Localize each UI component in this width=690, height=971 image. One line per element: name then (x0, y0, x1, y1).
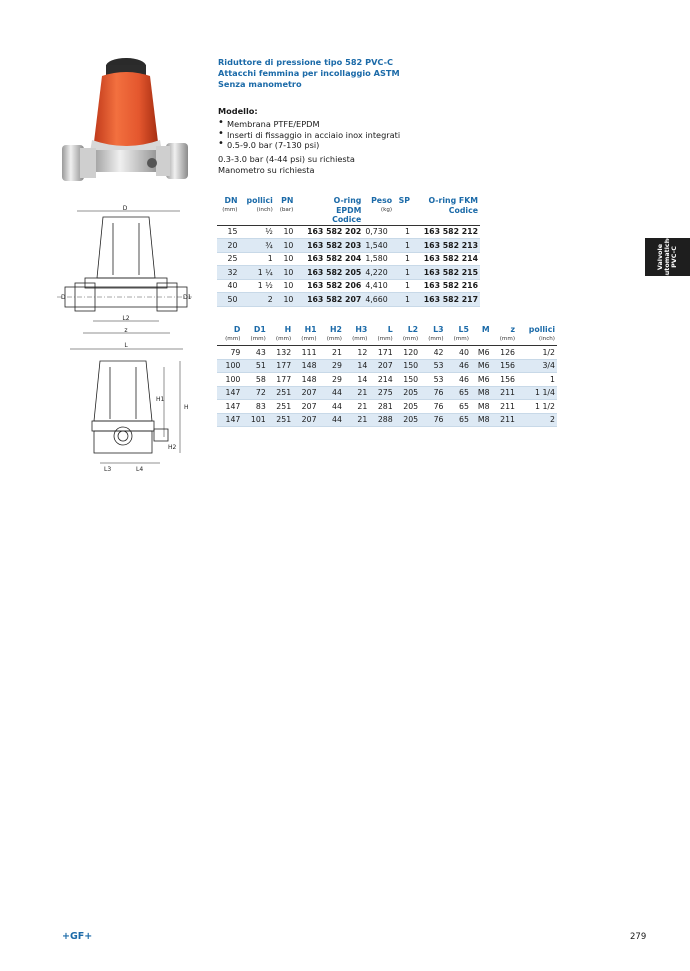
table-cell: 163 582 214 (412, 252, 480, 266)
table-cell: 156 (492, 359, 517, 373)
dim-l3-label: L3 (104, 466, 112, 473)
table-cell: 163 582 212 (412, 225, 480, 239)
table-cell: 51 (242, 359, 267, 373)
heading-line-2: Attacchi femmina per incollaggio ASTM (218, 68, 400, 78)
table-cell: 147 (217, 400, 242, 414)
product-heading (218, 57, 478, 90)
col-unit: (mm) (492, 336, 517, 346)
table-cell: 171 (369, 346, 394, 360)
col-header: H3 (355, 325, 368, 334)
table-cell: 72 (242, 386, 267, 400)
table-cell: 177 (268, 359, 293, 373)
table-cell: 10 (275, 293, 296, 307)
table-cell: 10 (275, 252, 296, 266)
side-tab-line-2: automatiche (662, 234, 671, 280)
table-cell: 53 (420, 373, 445, 387)
table-cell: 211 (492, 413, 517, 427)
col-unit: (mm) (344, 336, 369, 346)
table-cell: 207 (369, 359, 394, 373)
table-cell: 211 (492, 400, 517, 414)
table-cell: 4,660 (363, 293, 394, 307)
table-cell: 1 (394, 252, 412, 266)
col-header-oring-epdm: O-ring EPDM Codice (332, 196, 362, 224)
col-header: L (387, 325, 393, 334)
table-cell: 147 (217, 413, 242, 427)
table-cell: 46 (446, 373, 471, 387)
col-header: M (481, 325, 490, 334)
table-cell: 163 582 216 (412, 279, 480, 293)
table-cell: 163 582 202 (295, 225, 363, 239)
table-cell: 21 (319, 346, 344, 360)
col-header-sp: SP (398, 196, 410, 205)
table-row (217, 346, 557, 360)
table-cell: 3/4 (517, 359, 557, 373)
table-row (217, 239, 480, 253)
table-cell: 21 (344, 413, 369, 427)
table-cell: 1 (517, 373, 557, 387)
table-cell: 0,730 (363, 225, 394, 239)
table-cell: 150 (395, 373, 420, 387)
table-cell: 156 (492, 373, 517, 387)
table-cell: 1 ½ (239, 279, 274, 293)
table-cell: 163 582 203 (295, 239, 363, 253)
heading-line-3: Senza manometro (218, 79, 302, 89)
table-cell: 288 (369, 413, 394, 427)
col-header: H (284, 325, 292, 334)
table-cell: 10 (275, 266, 296, 280)
table-cell: 163 582 215 (412, 266, 480, 280)
table-cell: 111 (293, 346, 318, 360)
dim-z-label: z (124, 327, 128, 334)
front-view-drawing (80, 353, 195, 478)
table-cell: 163 582 204 (295, 252, 363, 266)
section-side-tab (645, 234, 690, 280)
table-cell: 10 (275, 225, 296, 239)
col-unit: (mm) (420, 336, 445, 346)
col-unit: (mm) (217, 336, 242, 346)
dim-l2-label: L2 (122, 315, 130, 322)
table-cell: M8 (471, 386, 492, 400)
table-cell: 1 1/2 (517, 400, 557, 414)
table-cell: 25 (217, 252, 239, 266)
table-cell: 44 (319, 400, 344, 414)
table-cell: 44 (319, 413, 344, 427)
model-bullet: • 0.5-9.0 bar (7-130 psi) (218, 140, 478, 151)
dim-d-label: D (122, 205, 128, 212)
col-header-pn: PN (bar) (279, 196, 294, 213)
table-row (217, 266, 480, 280)
col-unit: (inch) (517, 336, 557, 346)
table-cell: 14 (344, 359, 369, 373)
order-code-table (217, 195, 480, 307)
col-unit: (mm) (319, 336, 344, 346)
model-note: Manometro su richiesta (218, 164, 315, 175)
table-cell: M6 (471, 359, 492, 373)
table-cell: 1,540 (363, 239, 394, 253)
table-cell: 53 (420, 359, 445, 373)
col-unit: (mm) (293, 336, 318, 346)
table-cell: 2 (239, 293, 274, 307)
table-cell: 207 (293, 413, 318, 427)
table-cell: 163 582 206 (295, 279, 363, 293)
col-header: H1 (304, 325, 317, 334)
model-note: 0.3-3.0 bar (4-44 psi) su richiesta (218, 154, 355, 165)
table-cell: 58 (242, 373, 267, 387)
table-cell: 79 (217, 346, 242, 360)
col-header: D1 (253, 325, 266, 334)
model-description (218, 106, 478, 176)
table-cell: 4,220 (363, 266, 394, 280)
col-header-pollici: pollici (inch) (246, 196, 273, 213)
table-cell: 21 (344, 400, 369, 414)
col-header: D (233, 325, 241, 334)
col-header-dn: DN (mm) (222, 196, 238, 213)
table-cell: 1 (394, 293, 412, 307)
dimensions-table (217, 325, 557, 427)
table-cell: 1 1/4 (517, 386, 557, 400)
page-number: 279 (630, 932, 647, 942)
table-cell: 281 (369, 400, 394, 414)
table-cell: 40 (446, 346, 471, 360)
dim-l-label: L (124, 342, 128, 349)
valve-photo (50, 50, 200, 195)
table-cell: 29 (319, 373, 344, 387)
table-cell: 10 (275, 279, 296, 293)
table-cell: 4,410 (363, 279, 394, 293)
table-cell: ½ (239, 225, 274, 239)
col-unit: (mm) (369, 336, 394, 346)
table-cell: 12 (344, 346, 369, 360)
table-cell: 44 (319, 386, 344, 400)
col-unit: (mm) (446, 336, 471, 346)
table-cell: 100 (217, 373, 242, 387)
table-cell: 101 (242, 413, 267, 427)
table-row (217, 400, 557, 414)
dim-h-label: H (184, 404, 189, 411)
gf-logo: +GF+ (62, 931, 93, 942)
table-cell: 32 (217, 266, 239, 280)
table-cell: 147 (217, 386, 242, 400)
table-cell: 163 582 213 (412, 239, 480, 253)
table-cell: 148 (293, 373, 318, 387)
table-cell: M8 (471, 400, 492, 414)
table-cell: 15 (217, 225, 239, 239)
col-header: L5 (458, 325, 469, 334)
table-cell: 132 (268, 346, 293, 360)
table-cell: 205 (395, 400, 420, 414)
table-cell: 1,580 (363, 252, 394, 266)
table-cell: 214 (369, 373, 394, 387)
table-cell: 65 (446, 386, 471, 400)
table-cell: 251 (268, 386, 293, 400)
table-cell: 163 582 217 (412, 293, 480, 307)
table-cell: 1/2 (517, 346, 557, 360)
col-unit: (mm) (242, 336, 267, 346)
table-cell: M6 (471, 373, 492, 387)
table-cell: 40 (217, 279, 239, 293)
dim-h2-label: H2 (168, 444, 177, 451)
table-cell: 43 (242, 346, 267, 360)
table-cell: 163 582 205 (295, 266, 363, 280)
table-cell: 83 (242, 400, 267, 414)
col-unit: (mm) (268, 336, 293, 346)
table-cell: 1 (394, 279, 412, 293)
table-row (217, 359, 557, 373)
table-cell: 29 (319, 359, 344, 373)
table-row (217, 386, 557, 400)
side-tab-line-3: PVC-C (670, 246, 679, 268)
table-cell: 150 (395, 359, 420, 373)
table-cell: 65 (446, 400, 471, 414)
table-cell: 76 (420, 400, 445, 414)
table-row (217, 252, 480, 266)
table-row (217, 225, 480, 239)
side-tab-line-1: Valvole (655, 243, 664, 271)
table-cell: 1 (394, 266, 412, 280)
table-cell: 46 (446, 359, 471, 373)
table-cell: 163 582 207 (295, 293, 363, 307)
table-cell: 100 (217, 359, 242, 373)
col-unit: (mm) (395, 336, 420, 346)
table-cell: 251 (268, 400, 293, 414)
table-cell: 65 (446, 413, 471, 427)
dim-h1-label: H1 (156, 396, 165, 403)
table-cell: 42 (420, 346, 445, 360)
col-header-peso: Peso (kg) (371, 196, 393, 213)
col-header: L2 (407, 325, 419, 334)
table-cell: 251 (268, 413, 293, 427)
table-cell: 148 (293, 359, 318, 373)
col-header: pollici (528, 325, 555, 334)
table-cell: 275 (369, 386, 394, 400)
table-cell: 1 (394, 239, 412, 253)
table-cell: 120 (395, 346, 420, 360)
side-view-drawing (55, 203, 195, 353)
table-row (217, 279, 480, 293)
model-bullet: • Membrana PTFE/EPDM (218, 119, 478, 130)
col-header: L3 (433, 325, 444, 334)
table-cell: 14 (344, 373, 369, 387)
table-cell: 50 (217, 293, 239, 307)
col-header: z (510, 325, 515, 334)
model-bullet: • Inserti di fissaggio in acciaio inox integrati (218, 130, 478, 141)
table-cell: 1 (394, 225, 412, 239)
table-cell: 205 (395, 413, 420, 427)
table-cell: 76 (420, 413, 445, 427)
dim-l4-label: L4 (136, 466, 144, 473)
table-cell: 20 (217, 239, 239, 253)
table-cell: 10 (275, 239, 296, 253)
table-cell: 211 (492, 386, 517, 400)
model-title: Modello: (218, 106, 258, 116)
col-header: H2 (330, 325, 342, 334)
table-cell: 205 (395, 386, 420, 400)
table-row (217, 413, 557, 427)
col-header-oring-fkm: O-ring FKM Codice (428, 196, 478, 215)
table-cell: M8 (471, 413, 492, 427)
table-cell: 126 (492, 346, 517, 360)
heading-line-1: Riduttore di pressione tipo 582 PVC-C (218, 57, 394, 67)
table-cell: 207 (293, 386, 318, 400)
table-cell: 207 (293, 400, 318, 414)
table-cell: 1 ¼ (239, 266, 274, 280)
table-cell: 2 (517, 413, 557, 427)
table-cell: ¾ (239, 239, 274, 253)
dim-d1-right-label: D1 (183, 294, 192, 301)
table-cell: 1 (239, 252, 274, 266)
table-row (217, 293, 480, 307)
table-cell: 21 (344, 386, 369, 400)
table-cell: M6 (471, 346, 492, 360)
table-row (217, 373, 557, 387)
col-unit (471, 336, 492, 346)
table-cell: 76 (420, 386, 445, 400)
dim-d1-label: D (61, 294, 66, 301)
table-cell: 177 (268, 373, 293, 387)
